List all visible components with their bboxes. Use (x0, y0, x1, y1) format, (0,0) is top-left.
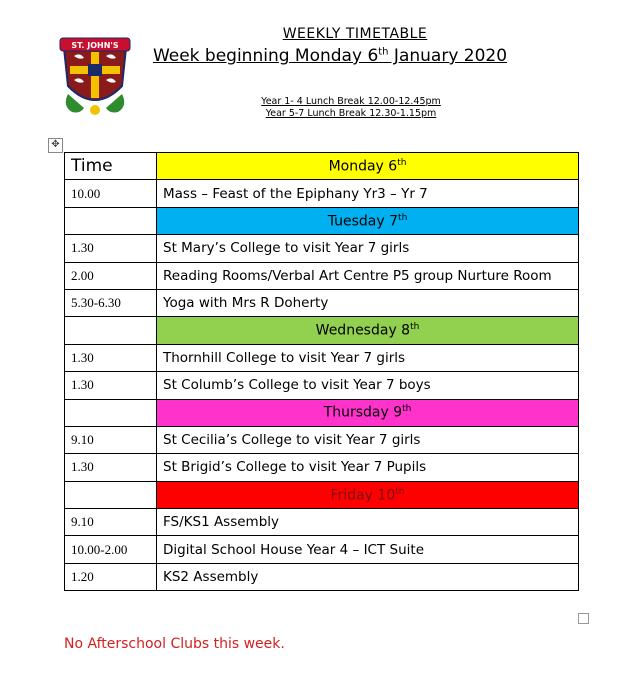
day-ordinal: th (410, 322, 420, 333)
week-suffix: January 2020 (388, 46, 508, 66)
day-header-cell (157, 207, 579, 234)
event-cell: Mass – Feast of the Epiphany Yr3 – Yr 7 (157, 180, 579, 207)
day-header-cell (157, 399, 579, 426)
time-cell: 1.30 (65, 372, 157, 399)
day-label: Monday 6 (328, 158, 398, 175)
day-header-cell (157, 481, 579, 508)
time-cell: 10.00-2.00 (65, 536, 157, 563)
day-label: Wednesday 8 (315, 322, 411, 339)
time-cell: 9.10 (65, 426, 157, 453)
day-header-row (65, 481, 579, 508)
day-ordinal: th (398, 212, 408, 223)
empty-time-cell (65, 207, 157, 234)
time-cell: 10.00 (65, 180, 157, 207)
event-cell: St Columb’s College to visit Year 7 boys (157, 372, 579, 399)
timetable-title: WEEKLY TIMETABLE (282, 26, 428, 42)
day-label: Friday 10 (330, 487, 396, 504)
time-cell: 5.30-6.30 (65, 289, 157, 316)
empty-time-cell (65, 317, 157, 344)
svg-text:ST. JOHN'S: ST. JOHN'S (71, 41, 119, 50)
day-ordinal: th (397, 157, 407, 168)
timetable-table (64, 152, 579, 591)
table-header-row (65, 153, 579, 180)
time-column-header: Time (65, 153, 157, 180)
time-cell: 1.30 (65, 454, 157, 481)
lunch-break-years-1-4: Year 1- 4 Lunch Break 12.00-12.45pm (261, 96, 441, 107)
event-cell: St Mary’s College to visit Year 7 girls (157, 235, 579, 262)
event-cell: St Brigid’s College to visit Year 7 Pupils (157, 454, 579, 481)
week-ordinal: th (378, 46, 389, 58)
event-cell: St Cecilia’s College to visit Year 7 girls (157, 426, 579, 453)
time-cell: 1.30 (65, 235, 157, 262)
event-cell: Reading Rooms/Verbal Art Centre P5 group Nurture Room (157, 262, 579, 289)
event-cell: Yoga with Mrs R Doherty (157, 289, 579, 316)
event-cell: Thornhill College to visit Year 7 girls (157, 344, 579, 371)
table-row (65, 344, 579, 371)
table-row (65, 372, 579, 399)
time-cell: 9.10 (65, 509, 157, 536)
empty-time-cell (65, 481, 157, 508)
lunch-break-years-5-7: Year 5-7 Lunch Break 12.30-1.15pm (265, 108, 437, 119)
table-row (65, 426, 579, 453)
time-cell: 2.00 (65, 262, 157, 289)
table-row (65, 180, 579, 207)
event-cell: Digital School House Year 4 – ICT Suite (157, 536, 579, 563)
timetable-header (140, 26, 520, 66)
event-cell: FS/KS1 Assembly (157, 509, 579, 536)
table-row (65, 536, 579, 563)
day-header-cell (157, 317, 579, 344)
time-cell: 1.20 (65, 563, 157, 590)
resize-handle-icon[interactable] (578, 613, 589, 624)
school-crest-logo (58, 34, 132, 118)
day-header-monday (157, 153, 579, 180)
time-cell: 1.30 (65, 344, 157, 371)
lunch-break-info (246, 96, 456, 120)
empty-time-cell (65, 399, 157, 426)
move-handle-icon[interactable]: ✥ (48, 138, 63, 153)
day-label: Thursday 9 (323, 405, 403, 422)
table-row (65, 235, 579, 262)
table-row (65, 454, 579, 481)
day-header-row (65, 207, 579, 234)
day-label: Tuesday 7 (327, 213, 399, 230)
day-ordinal: th (395, 486, 405, 497)
table-row (65, 563, 579, 590)
week-prefix: Week beginning Monday 6 (152, 46, 379, 66)
day-ordinal: th (402, 404, 412, 415)
table-row (65, 289, 579, 316)
week-beginning-line (140, 46, 520, 66)
day-header-row (65, 317, 579, 344)
event-cell: KS2 Assembly (157, 563, 579, 590)
footer-note: No Afterschool Clubs this week. (64, 636, 285, 652)
day-header-row (65, 399, 579, 426)
table-row (65, 509, 579, 536)
table-row (65, 262, 579, 289)
